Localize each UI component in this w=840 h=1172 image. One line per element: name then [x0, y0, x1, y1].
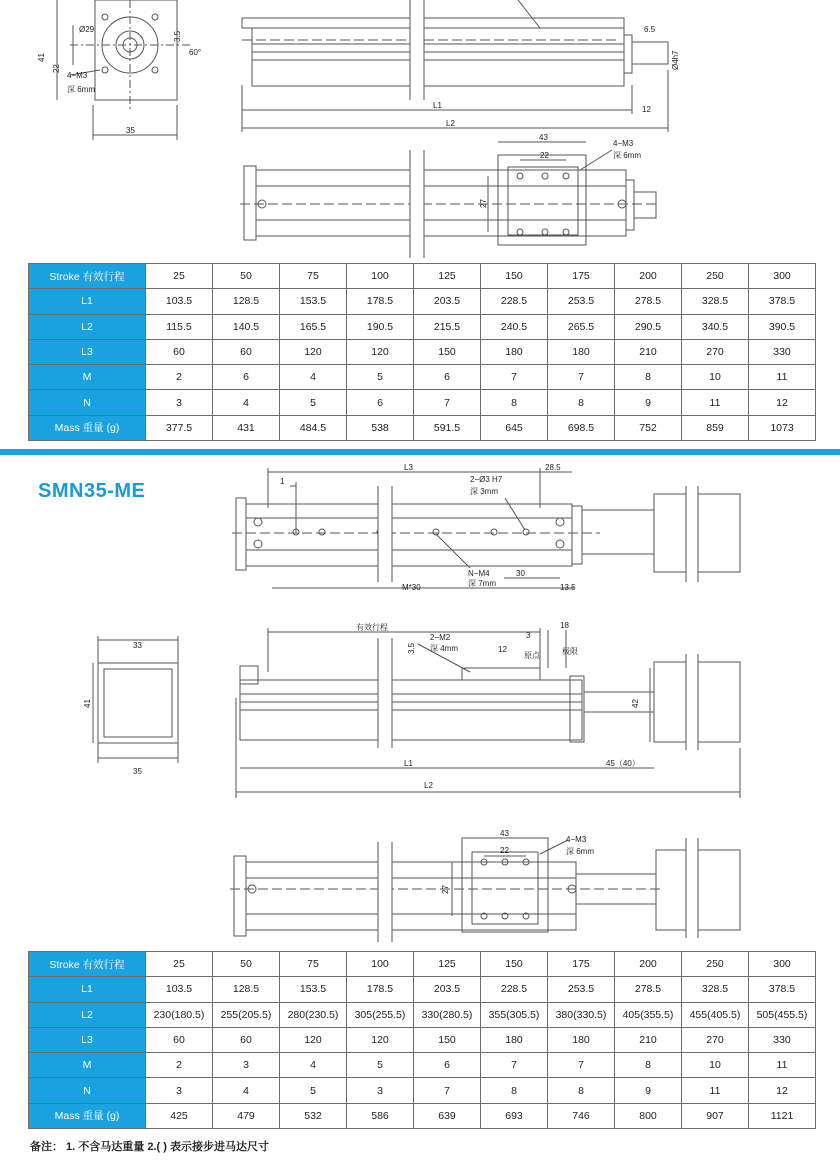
d12-label: 12	[642, 105, 651, 114]
table-cell: 300	[749, 952, 816, 977]
table-cell: 10	[682, 1053, 749, 1078]
row-header: Stroke 有效行程	[29, 952, 146, 977]
table-cell: 800	[615, 1103, 682, 1128]
table-cell: 228.5	[481, 289, 548, 314]
table-row	[29, 1103, 816, 1128]
table-cell: 431	[213, 415, 280, 440]
m3-label: 4−M3	[566, 835, 587, 844]
h41-label: 41	[37, 53, 46, 62]
table-cell: 330(280.5)	[414, 1002, 481, 1027]
table-cell: 3	[347, 1078, 414, 1103]
table-cell: 125	[414, 264, 481, 289]
row-header: N	[29, 1078, 146, 1103]
spec-table-1	[28, 263, 816, 441]
table-cell: 278.5	[615, 977, 682, 1002]
table-cell: 6	[414, 1053, 481, 1078]
table-cell: 5	[347, 1053, 414, 1078]
table-cell: 50	[213, 952, 280, 977]
table-row	[29, 314, 816, 339]
table-cell: 907	[682, 1103, 749, 1128]
depth7-label: 深 7mm	[468, 579, 496, 588]
row-header: Mass 重量 (g)	[29, 415, 146, 440]
d285-label: 28.5	[545, 463, 561, 472]
w22-label: 22	[500, 846, 509, 855]
table-cell: 203.5	[414, 977, 481, 1002]
m30-label: M*30	[402, 583, 421, 592]
d30-label: 30	[516, 569, 525, 578]
table-cell: 60	[213, 1027, 280, 1052]
table-cell: 7	[414, 1078, 481, 1103]
table-cell: 150	[481, 264, 548, 289]
table-cell: 7	[481, 365, 548, 390]
h22-label: 22	[52, 64, 61, 73]
L2-label: L2	[424, 781, 433, 790]
depth4-label: 深 4mm	[430, 644, 458, 653]
w35-label: 35	[133, 767, 142, 776]
table-cell: 210	[615, 339, 682, 364]
table-cell: 100	[347, 952, 414, 977]
table-cell: 7	[414, 390, 481, 415]
depth3-label: 深 3mm	[470, 487, 498, 496]
table-cell: 60	[213, 339, 280, 364]
table-cell: 175	[548, 952, 615, 977]
table-cell: 180	[548, 1027, 615, 1052]
w35-label: 35	[126, 126, 135, 135]
L1-label: L1	[404, 759, 413, 768]
table-cell: 693	[481, 1103, 548, 1128]
table-cell: 180	[548, 339, 615, 364]
d3-label: 3	[526, 631, 531, 640]
table-cell: 405(355.5)	[615, 1002, 682, 1027]
table-cell: 1121	[749, 1103, 816, 1128]
table-cell: 7	[548, 1053, 615, 1078]
table-cell: 200	[615, 952, 682, 977]
table-cell: 178.5	[347, 289, 414, 314]
table-cell: 50	[213, 264, 280, 289]
table-cell: 752	[615, 415, 682, 440]
row-header: L3	[29, 339, 146, 364]
table-cell: 255(205.5)	[213, 1002, 280, 1027]
origin-label: 原点	[524, 651, 540, 660]
row-header: Mass 重量 (g)	[29, 1103, 146, 1128]
table-row	[29, 264, 816, 289]
table-cell: 11	[682, 1078, 749, 1103]
table-cell: 639	[414, 1103, 481, 1128]
table-cell: 11	[749, 1053, 816, 1078]
table-cell: 60	[146, 339, 213, 364]
table-cell: 8	[548, 390, 615, 415]
table-cell: 1073	[749, 415, 816, 440]
table-cell: 125	[414, 952, 481, 977]
row-header: Stroke 有效行程	[29, 264, 146, 289]
table-cell: 100	[347, 264, 414, 289]
table-cell: 253.5	[548, 977, 615, 1002]
table-row	[29, 1027, 816, 1052]
footnote: 备注： 1. 不含马达重量 2.( ) 表示接步进马达尺寸	[30, 1141, 269, 1153]
table-cell: 210	[615, 1027, 682, 1052]
nm4-label: N−M4	[468, 569, 490, 578]
hole-label: 2−Ø3 H7	[470, 475, 503, 484]
d65-label: 6.5	[644, 25, 656, 34]
table-cell: 586	[347, 1103, 414, 1128]
table-cell: 4	[280, 1053, 347, 1078]
table-cell: 180	[481, 339, 548, 364]
table-cell: 355(305.5)	[481, 1002, 548, 1027]
row-header: L3	[29, 1027, 146, 1052]
w33-label: 33	[133, 641, 142, 650]
row-header: L1	[29, 289, 146, 314]
me-technical-drawing	[0, 458, 840, 950]
table-cell: 328.5	[682, 977, 749, 1002]
table-cell: 150	[414, 1027, 481, 1052]
table-cell: 479	[213, 1103, 280, 1128]
table-cell: 150	[414, 339, 481, 364]
table-cell: 11	[682, 390, 749, 415]
table-cell: 9	[615, 390, 682, 415]
table-cell: 240.5	[481, 314, 548, 339]
table-row	[29, 339, 816, 364]
table-row	[29, 952, 816, 977]
table-cell: 120	[280, 339, 347, 364]
table-cell: 175	[548, 264, 615, 289]
table-cell: 9	[615, 1078, 682, 1103]
depth6-label: 深 6mm	[67, 85, 95, 94]
table-cell: 305(255.5)	[347, 1002, 414, 1027]
table-cell: 200	[615, 264, 682, 289]
table-cell: 153.5	[280, 289, 347, 314]
table-cell: 265.5	[548, 314, 615, 339]
table-cell: 165.5	[280, 314, 347, 339]
table-cell: 8	[548, 1078, 615, 1103]
table-cell: 12	[749, 1078, 816, 1103]
table-cell: 60	[146, 1027, 213, 1052]
L1-label: L1	[433, 101, 442, 110]
table-cell: 4	[213, 1078, 280, 1103]
section-divider	[0, 449, 840, 455]
d35-label: 3.5	[173, 30, 182, 42]
table-cell: 645	[481, 415, 548, 440]
L2-label: L2	[446, 119, 455, 128]
table-cell: 532	[280, 1103, 347, 1128]
table-cell: 380(330.5)	[548, 1002, 615, 1027]
table-cell: 153.5	[280, 977, 347, 1002]
h7-label: Ø4h7	[671, 50, 680, 70]
table-row	[29, 365, 816, 390]
depth6-label: 深 6mm	[566, 847, 594, 856]
table-cell: 455(405.5)	[682, 1002, 749, 1027]
m2-label: 2−M2	[430, 633, 451, 642]
table-cell: 505(455.5)	[749, 1002, 816, 1027]
table-cell: 128.5	[213, 289, 280, 314]
w43-label: 43	[539, 133, 548, 142]
table-cell: 215.5	[414, 314, 481, 339]
row-header: L2	[29, 1002, 146, 1027]
table-cell: 25	[146, 264, 213, 289]
table-cell: 250	[682, 264, 749, 289]
table-cell: 3	[146, 390, 213, 415]
table-cell: 538	[347, 415, 414, 440]
table-cell: 300	[749, 264, 816, 289]
deg60-label: 60°	[189, 48, 202, 57]
d12-label: 12	[498, 645, 507, 654]
table-cell: 377.5	[146, 415, 213, 440]
d35-label: 3.5	[407, 642, 416, 654]
table-cell: 11	[749, 365, 816, 390]
table-cell: 190.5	[347, 314, 414, 339]
table-cell: 698.5	[548, 415, 615, 440]
table-cell: 12	[749, 390, 816, 415]
limit-label: 极限	[562, 647, 578, 656]
table-cell: 859	[682, 415, 749, 440]
table-row	[29, 289, 816, 314]
table-cell: 390.5	[749, 314, 816, 339]
table-cell: 228.5	[481, 977, 548, 1002]
table-cell: 120	[280, 1027, 347, 1052]
table-cell: 8	[481, 390, 548, 415]
L3-label: L3	[404, 463, 413, 472]
h27-label: 27	[441, 885, 450, 894]
table-cell: 120	[347, 1027, 414, 1052]
table-cell: 5	[280, 390, 347, 415]
table-cell: 230(180.5)	[146, 1002, 213, 1027]
table-row	[29, 1053, 816, 1078]
table-cell: 25	[146, 952, 213, 977]
table-cell: 270	[682, 1027, 749, 1052]
table-cell: 10	[682, 365, 749, 390]
h42-label: 42	[631, 699, 640, 708]
table-cell: 8	[481, 1078, 548, 1103]
table-cell: 6	[213, 365, 280, 390]
depth6b-label: 深 6mm	[613, 151, 641, 160]
table-cell: 115.5	[146, 314, 213, 339]
table-cell: 591.5	[414, 415, 481, 440]
table-cell: 425	[146, 1103, 213, 1128]
table-cell: 270	[682, 339, 749, 364]
table-cell: 3	[213, 1053, 280, 1078]
table-row	[29, 390, 816, 415]
d135-label: 13.5	[560, 583, 576, 592]
table-cell: 250	[682, 952, 749, 977]
table-cell: 150	[481, 952, 548, 977]
w43-label: 43	[500, 829, 509, 838]
table-cell: 290.5	[615, 314, 682, 339]
table-cell: 75	[280, 264, 347, 289]
model-title: SMN35-ME	[38, 480, 146, 502]
row-header: L1	[29, 977, 146, 1002]
table-cell: 340.5	[682, 314, 749, 339]
row-header: N	[29, 390, 146, 415]
h27-label: 27	[479, 199, 488, 208]
table-cell: 2	[146, 365, 213, 390]
table-cell: 75	[280, 952, 347, 977]
table-cell: 7	[548, 365, 615, 390]
d18-label: 18	[560, 621, 569, 630]
m3b-label: 4−M3	[613, 139, 634, 148]
table-row	[29, 415, 816, 440]
table-cell: 180	[481, 1027, 548, 1052]
table-cell: 253.5	[548, 289, 615, 314]
d1-label: 1	[280, 477, 285, 486]
spec-table-2	[28, 951, 816, 1129]
table-cell: 4	[213, 390, 280, 415]
table-cell: 378.5	[749, 977, 816, 1002]
row-header: M	[29, 365, 146, 390]
table-cell: 203.5	[414, 289, 481, 314]
row-header: M	[29, 1053, 146, 1078]
top-technical-drawing	[0, 0, 840, 262]
table-cell: 6	[347, 390, 414, 415]
table-cell: 278.5	[615, 289, 682, 314]
row-header: L2	[29, 314, 146, 339]
table-cell: 5	[280, 1078, 347, 1103]
table-cell: 103.5	[146, 977, 213, 1002]
table-cell: 120	[347, 339, 414, 364]
table-cell: 330	[749, 339, 816, 364]
table-cell: 4	[280, 365, 347, 390]
m3-label: 4−M3	[67, 71, 88, 80]
table-cell: 140.5	[213, 314, 280, 339]
table-cell: 280(230.5)	[280, 1002, 347, 1027]
w22-label: 22	[540, 151, 549, 160]
table-row	[29, 1002, 816, 1027]
table-cell: 8	[615, 365, 682, 390]
table-cell: 484.5	[280, 415, 347, 440]
table-cell: 103.5	[146, 289, 213, 314]
table-cell: 746	[548, 1103, 615, 1128]
table-cell: 128.5	[213, 977, 280, 1002]
table-row	[29, 1078, 816, 1103]
table-cell: 3	[146, 1078, 213, 1103]
table-cell: 8	[615, 1053, 682, 1078]
table-cell: 330	[749, 1027, 816, 1052]
table-cell: 6	[414, 365, 481, 390]
table-cell: 178.5	[347, 977, 414, 1002]
table-cell: 2	[146, 1053, 213, 1078]
stroke-label: 有效行程	[356, 623, 388, 632]
table-cell: 5	[347, 365, 414, 390]
d45-label: 45（40）	[606, 759, 640, 768]
table-cell: 378.5	[749, 289, 816, 314]
table-row	[29, 977, 816, 1002]
table-cell: 328.5	[682, 289, 749, 314]
dia29-label: Ø29	[79, 25, 95, 34]
table-cell: 7	[481, 1053, 548, 1078]
h41-label: 41	[83, 699, 92, 708]
